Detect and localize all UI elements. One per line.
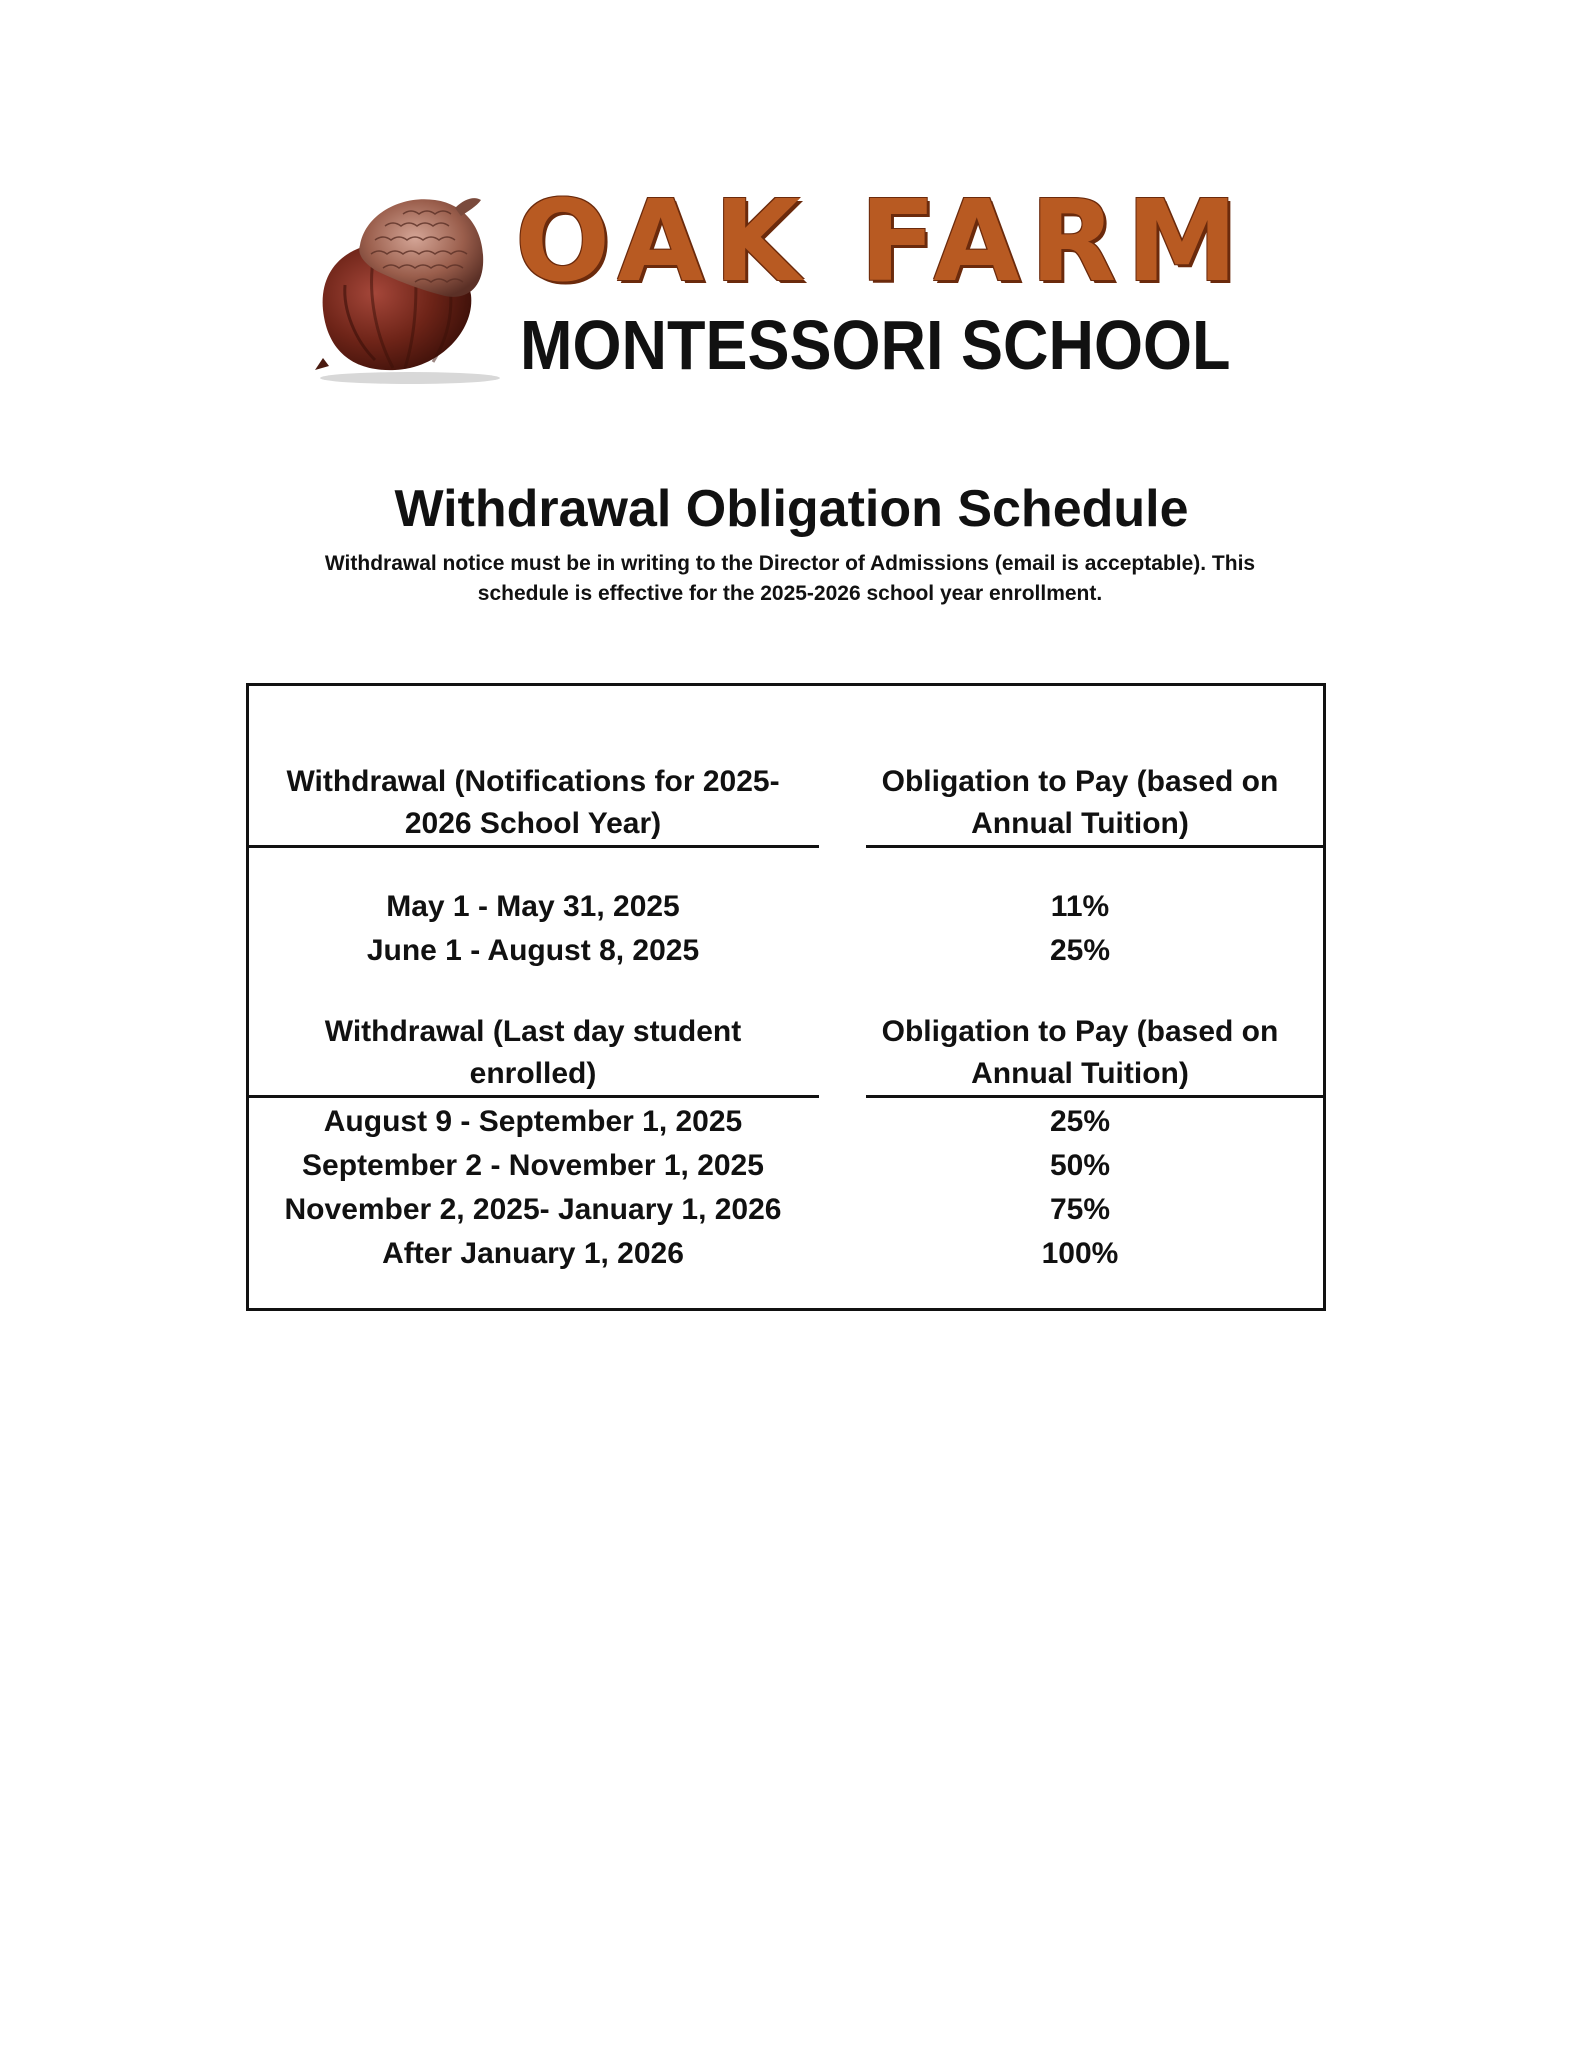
table-row-obligation: 50% xyxy=(1049,1149,1111,1182)
table-row-period: May 1 - May 31, 2025 xyxy=(386,890,680,923)
table-row-period: November 2, 2025- January 1, 2026 xyxy=(284,1193,782,1226)
table-row-obligation: 11% xyxy=(1050,890,1110,923)
notice-text xyxy=(280,549,1300,609)
school-logo xyxy=(305,177,1265,400)
section1-header-right xyxy=(861,761,1299,845)
table-row-obligation: 75% xyxy=(1049,1193,1111,1226)
table-row-period: After January 1, 2026 xyxy=(382,1237,684,1270)
table-row-period: August 9 - September 1, 2025 xyxy=(323,1105,743,1138)
notice-line-2: schedule is effective for the 2025-2026 school year enrollment. xyxy=(477,582,1103,605)
table-row-obligation: 25% xyxy=(1049,934,1111,967)
table-row-obligation: 100% xyxy=(1041,1237,1119,1270)
section1-header-left xyxy=(261,761,805,845)
header-label-line: Annual Tuition) xyxy=(971,807,1189,840)
logo-wordmark-oak-farm: OAK FARM xyxy=(515,177,1248,307)
logo-wordmark-montessori-school: MONTESSORI SCHOOL xyxy=(520,306,1231,384)
page-title: Withdrawal Obligation Schedule xyxy=(394,480,1189,538)
header-label-line: Obligation to Pay (based on xyxy=(881,765,1279,798)
header-label-line: Obligation to Pay (based on xyxy=(881,1015,1279,1048)
acorn-icon xyxy=(305,190,515,385)
header-label-line: enrolled) xyxy=(469,1057,597,1090)
header-divider-right xyxy=(866,845,1326,848)
table-row-period: June 1 - August 8, 2025 xyxy=(366,934,700,967)
header-label-line: Withdrawal (Notifications for 2025- xyxy=(286,765,780,798)
header-label-line: Withdrawal (Last day student xyxy=(324,1015,742,1048)
section2-header-left xyxy=(261,1011,805,1095)
header-divider-right xyxy=(866,1095,1326,1098)
withdrawal-schedule-table xyxy=(246,683,1326,1311)
section2-header-right xyxy=(861,1011,1299,1095)
header-label-line: 2026 School Year) xyxy=(404,807,662,840)
header-divider-left xyxy=(249,1095,819,1098)
table-row-obligation: 25% xyxy=(1049,1105,1111,1138)
notice-line-1: Withdrawal notice must be in writing to the Director of Admissions (email is acceptable). This xyxy=(324,552,1256,575)
table-row-period: September 2 - November 1, 2025 xyxy=(302,1149,764,1182)
header-divider-left xyxy=(249,845,819,848)
header-label-line: Annual Tuition) xyxy=(971,1057,1189,1090)
